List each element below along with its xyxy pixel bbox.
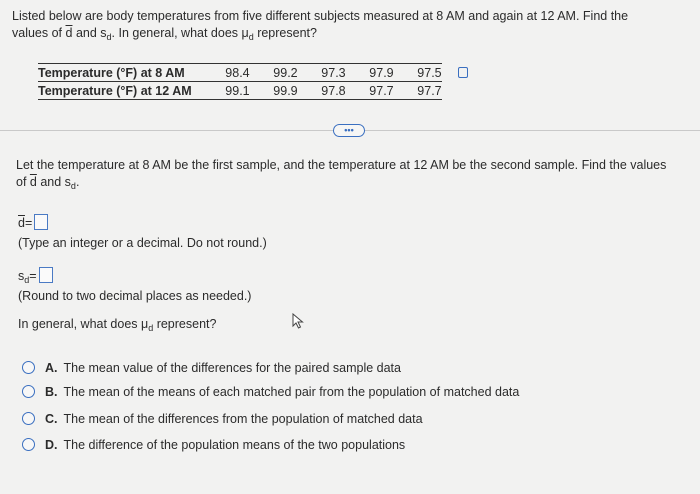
subscript: d [24,275,30,285]
radio-button[interactable] [22,438,35,451]
row-header: Temperature (°F) at 8 AM [38,64,202,82]
table-cell: 98.4 [202,64,250,82]
option-c[interactable] [22,411,423,428]
option-a[interactable] [22,360,401,377]
subscript: d [248,32,254,42]
d-bar-symbol: $\overline{d}$ [65,26,73,40]
table-cell: 97.7 [346,82,394,100]
option-text: The mean of the differences from the population of matched data [63,412,423,426]
intro-line-2 [12,25,317,46]
mouse-cursor-icon [292,313,306,329]
option-letter: D. [45,438,58,452]
question-line-1: Let the temperature at 8 AM be the first sample, and the temperature at 12 AM be the second sample. Find the values [16,158,667,172]
intro-text: and s [72,26,107,40]
mu-question [18,316,216,337]
expand-more-button[interactable]: ••• [333,124,365,137]
option-d[interactable] [22,437,405,454]
option-letter: C. [45,412,58,426]
question-text: . [75,175,80,189]
option-text: The difference of the population means of the two populations [63,438,406,452]
copy-data-icon[interactable] [458,67,468,78]
sd-label: s [18,269,25,283]
table-cell: 99.9 [250,82,298,100]
sd-answer-row [18,267,53,289]
d-bar-hint: (Type an integer or a decimal. Do not round.) [18,236,267,250]
temperature-table [38,63,442,100]
sd-input[interactable] [39,267,53,283]
option-text: The mean of the means of each matched pair from the population of matched data [63,385,520,399]
d-bar-label: $\overline{d}$ [18,216,25,230]
sd-hint: (Round to two decimal places as needed.) [18,289,252,303]
radio-button[interactable] [22,385,35,398]
option-letter: A. [45,361,58,375]
table-cell: 97.7 [394,82,442,100]
table-row [38,64,442,82]
d-bar-input[interactable] [34,214,48,230]
mu-question-text: represent? [153,317,217,331]
table-cell: 97.3 [298,64,346,82]
radio-button[interactable] [22,412,35,425]
table-cell: 97.9 [346,64,394,82]
table-cell: 99.1 [202,82,250,100]
row-header: Temperature (°F) at 12 AM [38,82,202,100]
subscript: d [70,181,76,191]
intro-line-1: Listed below are body temperatures from five different subjects measured at 8 AM and again at 12 AM. Find the [12,9,629,23]
question-line-2 [16,174,79,195]
table-cell: 97.5 [394,64,442,82]
intro-text: . In general, what does μ [111,26,249,40]
subscript: d [148,323,154,333]
equals-sign: = [24,216,33,230]
table-cell: 99.2 [250,64,298,82]
option-letter: B. [45,385,58,399]
question-text: of [16,175,30,189]
question-text: and s [36,175,71,189]
table-cell: 97.8 [298,82,346,100]
subscript: d [106,32,112,42]
intro-text: values of [12,26,66,40]
radio-button[interactable] [22,361,35,374]
option-b[interactable] [22,384,519,401]
d-bar-symbol: $\overline{d}$ [29,175,37,189]
table-row [38,82,442,100]
mu-question-text: In general, what does μ [18,317,149,331]
option-text: The mean value of the differences for the paired sample data [63,361,401,375]
equals-sign: = [29,269,37,283]
d-bar-answer-row [18,214,48,232]
intro-text: represent? [253,26,317,40]
